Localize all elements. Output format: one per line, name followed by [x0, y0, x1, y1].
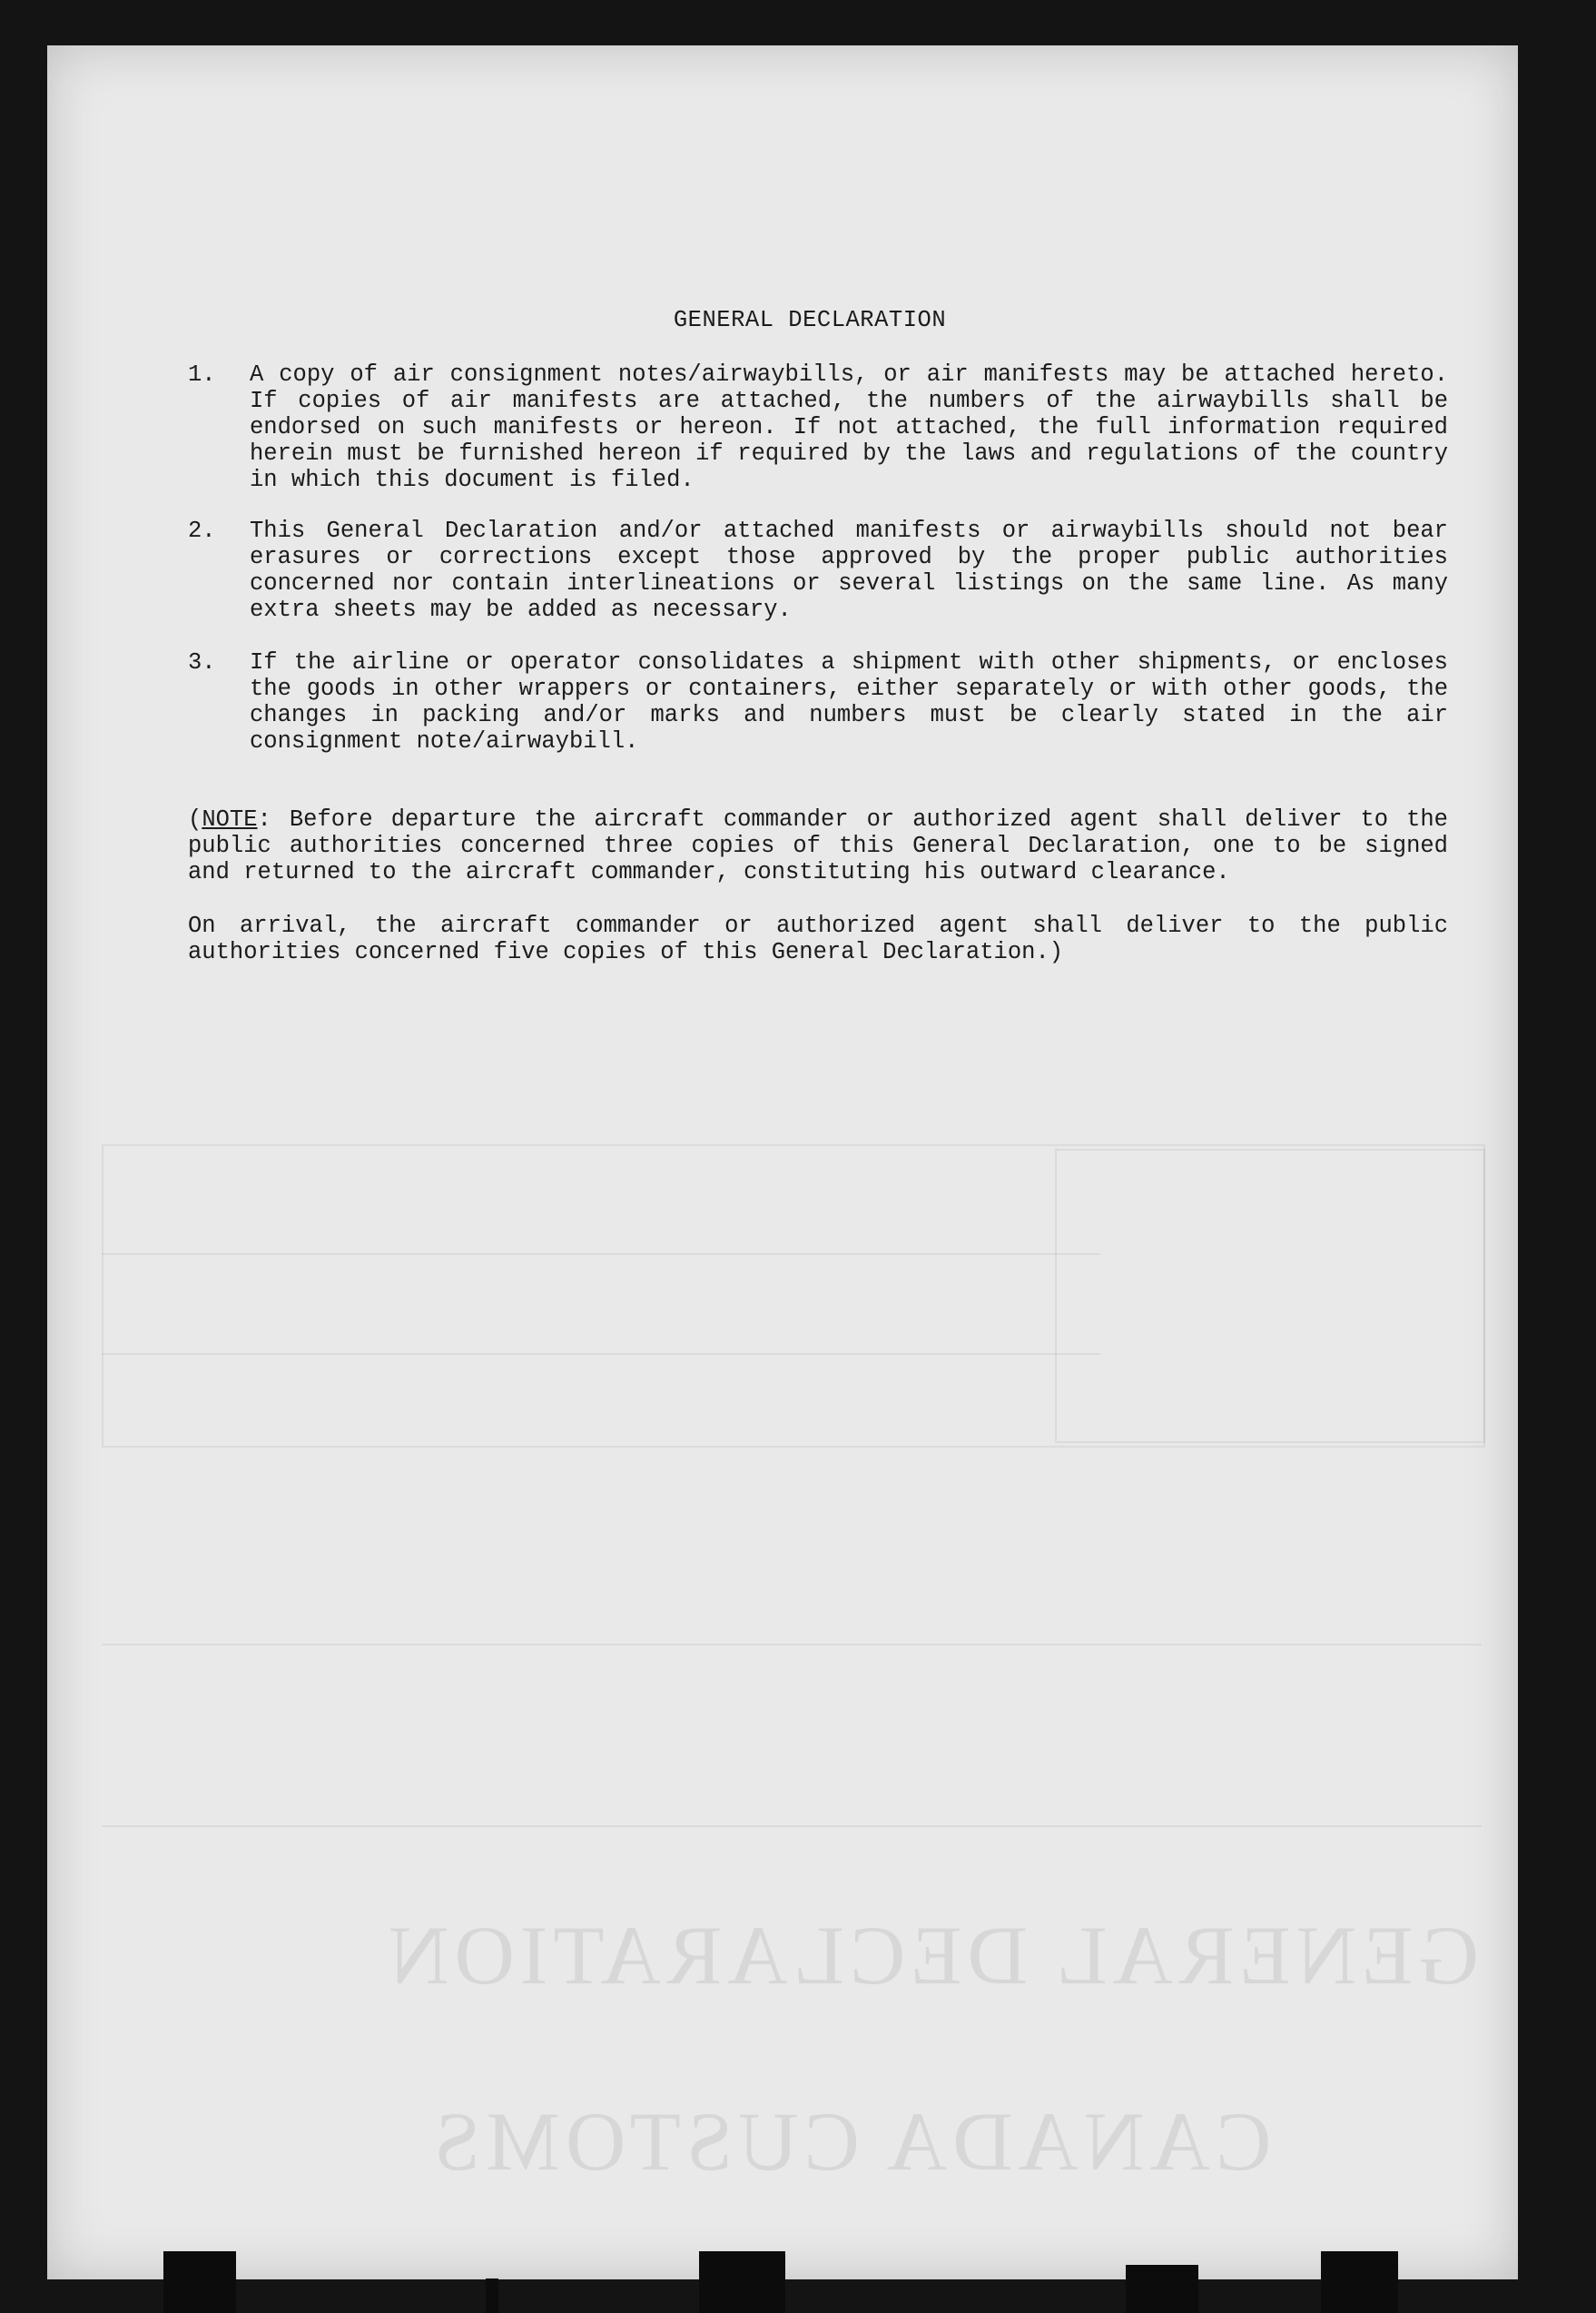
- document-title: GENERAL DECLARATION: [673, 307, 947, 333]
- item-text: If the airline or operator consolidates a shipment with other shipments, or encloses the goods in other wrappers or containers, either separately or with other goods, the changes in packing and/or marks and numbers must be clearly stated in the air consignment note/airwaybill.: [250, 649, 1448, 755]
- bleed-through-rule: [102, 1644, 1482, 1646]
- note-open-paren: (: [188, 806, 202, 833]
- item-text: This General Declaration and/or attached manifests or airwaybills should not bear erasures or corrections except those approved by the proper public authorities concerned nor contain interlineations or several listings on the same line. As many extra sheets may be added as necessary.: [250, 518, 1448, 623]
- item-number: 3.: [188, 649, 216, 676]
- bleed-through-rule: [102, 1253, 1100, 1255]
- binder-tab: [163, 2251, 236, 2313]
- binder-tab: [1321, 2251, 1398, 2313]
- note-colon: :: [257, 806, 271, 833]
- bleed-through-signature-box: [1055, 1149, 1485, 1443]
- item-number: 1.: [188, 361, 216, 388]
- document-page: [47, 45, 1518, 2279]
- bleed-through-heading: CANADA CUSTOMS: [429, 2095, 1272, 2188]
- binder-tab: [1126, 2265, 1198, 2313]
- declaration-item-3: [188, 649, 1448, 755]
- binder-tab: [699, 2251, 785, 2313]
- arrival-paragraph: On arrival, the aircraft commander or authorized agent shall deliver to the public authorities concerned five copies of this General Declaration.): [188, 913, 1448, 965]
- bleed-through-heading: GENERAL DECLARATION: [383, 1909, 1479, 2002]
- item-number: 2.: [188, 518, 216, 544]
- note-paragraph: [188, 806, 1448, 885]
- binder-tab: [486, 2278, 498, 2313]
- bleed-through-rule: [102, 1825, 1482, 1827]
- declaration-item-1: [188, 361, 1448, 493]
- bleed-through-rule: [102, 1353, 1100, 1355]
- item-text: A copy of air consignment notes/airwaybills, or air manifests may be attached hereto. If copies of air manifests are attached, the numbers of the airwaybills shall be endorsed on such manifests or hereon. If not attached, the full information required herein must be furnished hereon if required by the laws and regulations of the country in which this document is filed.: [250, 361, 1448, 493]
- note-label: NOTE: [202, 806, 258, 833]
- declaration-item-2: [188, 518, 1448, 623]
- note-text: Before departure the aircraft commander or authorized agent shall deliver to the public authorities concerned three copies of this General Declaration, one to be signed and returned to the aircraft commander, constituting his outward clearance.: [188, 806, 1448, 885]
